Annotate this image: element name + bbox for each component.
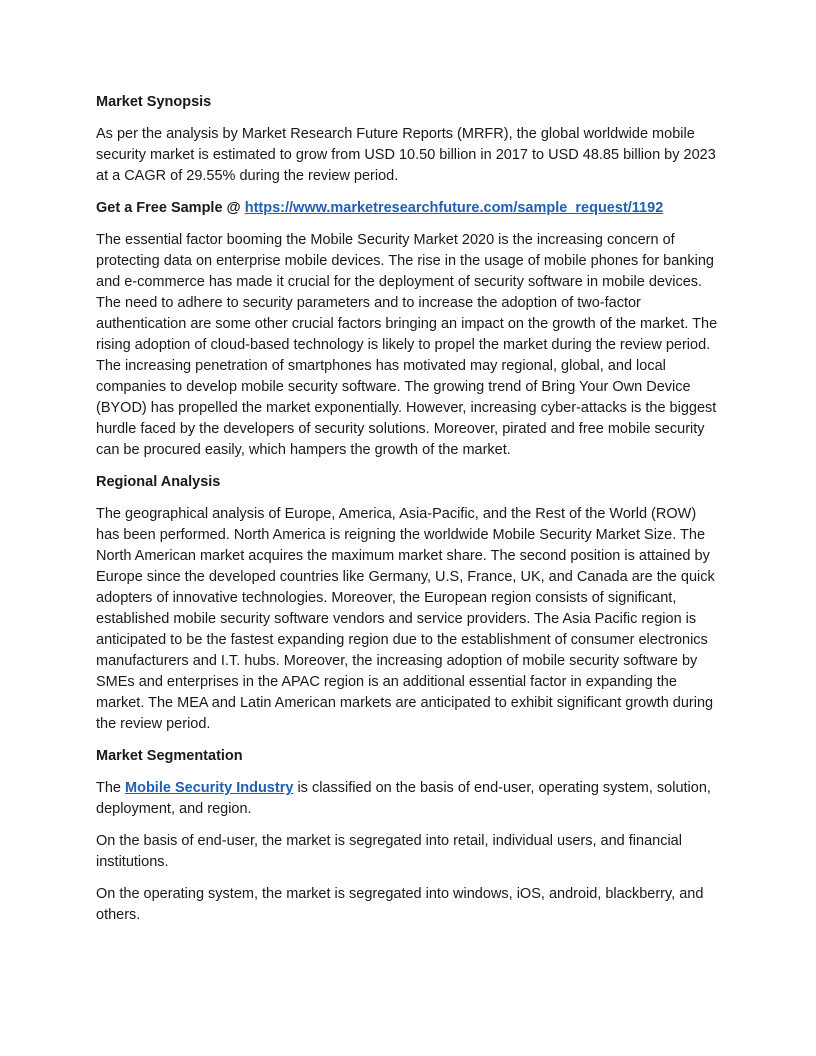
regional-analysis-heading: Regional Analysis xyxy=(96,474,221,490)
segmentation-intro-suffix: is classified on the basis of end-user, operating system, solution, deployment, and region. xyxy=(96,780,711,817)
free-sample-line xyxy=(96,198,722,219)
mobile-security-industry-link[interactable]: Mobile Security Industry xyxy=(125,780,294,796)
operating-system-segment-paragraph: On the operating system, the market is segregated into windows, iOS, android, blackberry, and others. xyxy=(96,886,704,923)
market-segmentation-heading: Market Segmentation xyxy=(96,748,243,764)
segmentation-intro-paragraph xyxy=(96,778,722,820)
document-page xyxy=(96,92,722,937)
regional-analysis-paragraph: The geographical analysis of Europe, America, Asia-Pacific, and the Rest of the World (ROW) has been performed. North America is reigning the worldwide Mobile Security Market Size. The North American market acquires the maximum market share. The second position is attained by Europe since the developed countries like Germany, U.S, France, UK, and Canada are the quick adopters of innovative technologies. Moreover, the European region consists of significant, established mobile security software vendors and service providers. The Asia Pacific region is anticipated to be the fastest expanding region due to the establishment of consumer electronics manufacturers and I.T. hubs. Moreover, the increasing adoption of mobile security software by SMEs and enterprises in the APAC region is an additional essential factor in expanding the market. The MEA and Latin American markets are anticipated to exhibit significant growth during the review period. xyxy=(96,506,715,732)
free-sample-prefix: Get a Free Sample @ xyxy=(96,200,245,216)
market-drivers-paragraph: The essential factor booming the Mobile Security Market 2020 is the increasing concern of protecting data on enterprise mobile devices. The rise in the usage of mobile phones for banking and e-commerce has made it crucial for the deployment of security software in mobile devices. The need to adhere to security parameters and to increase the adoption of two-factor authentication are some other crucial factors bringing an impact on the growth of the market. The rising adoption of cloud-based technology is likely to propel the market during the review period. The increasing penetration of smartphones has motivated may regional, global, and local companies to develop mobile security software. The growing trend of Bring Your Own Device (BYOD) has propelled the market exponentially. However, increasing cyber-attacks is the biggest hurdle faced by the developers of security solutions. Moreover, pirated and free mobile security can be procured easily, which hampers the growth of the market. xyxy=(96,232,718,458)
end-user-segment-paragraph: On the basis of end-user, the market is segregated into retail, individual users, and financial institutions. xyxy=(96,833,682,870)
free-sample-link[interactable]: https://www.marketresearchfuture.com/sample_request/1192 xyxy=(244,200,664,216)
market-synopsis-paragraph: As per the analysis by Market Research Future Reports (MRFR), the global worldwide mobile security market is estimated to grow from USD 10.50 billion in 2017 to USD 48.85 billion by 2023 at a CAGR of 29.55% during the review period. xyxy=(96,126,716,184)
market-synopsis-heading: Market Synopsis xyxy=(96,94,212,110)
segmentation-intro-prefix: The xyxy=(96,780,126,796)
